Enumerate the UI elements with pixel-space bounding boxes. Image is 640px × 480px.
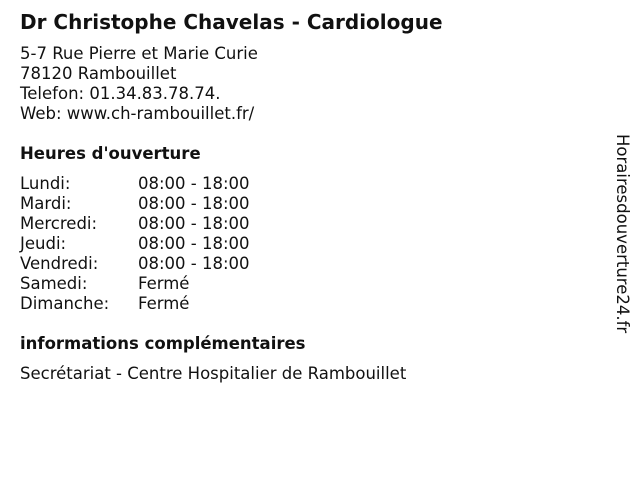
- hours-time: 08:00 - 18:00: [138, 214, 250, 233]
- hours-row-tuesday: [20, 194, 250, 214]
- watermark-text: Horairesdouverture24.fr: [613, 134, 632, 334]
- address-street: 5-7 Rue Pierre et Marie Curie: [20, 44, 258, 63]
- info-heading: informations complémentaires: [20, 334, 306, 353]
- page-title: Dr Christophe Chavelas - Cardiologue: [20, 10, 443, 34]
- hours-time: 08:00 - 18:00: [138, 254, 250, 273]
- info-text: Secrétariat - Centre Hospitalier de Rambouillet: [20, 364, 407, 383]
- address-block: [20, 44, 258, 124]
- address-phone: Telefon: 01.34.83.78.74.: [20, 84, 221, 103]
- hours-day: Samedi:: [20, 274, 88, 293]
- hours-day: Mardi:: [20, 194, 72, 213]
- hours-row-saturday: [20, 274, 250, 294]
- hours-table: [20, 174, 250, 314]
- hours-row-monday: [20, 174, 250, 194]
- hours-day: Dimanche:: [20, 294, 110, 313]
- hours-heading: Heures d'ouverture: [20, 144, 201, 163]
- hours-row-sunday: [20, 294, 250, 314]
- address-web: Web: www.ch-rambouillet.fr/: [20, 104, 255, 123]
- hours-time: Fermé: [138, 294, 190, 313]
- hours-time: 08:00 - 18:00: [138, 234, 250, 253]
- hours-day: Lundi:: [20, 174, 71, 193]
- hours-time: 08:00 - 18:00: [138, 194, 250, 213]
- watermark: [602, 134, 640, 344]
- hours-row-thursday: [20, 234, 250, 254]
- hours-row-wednesday: [20, 214, 250, 234]
- hours-day: Vendredi:: [20, 254, 99, 273]
- hours-day: Mercredi:: [20, 214, 98, 233]
- hours-row-friday: [20, 254, 250, 274]
- address-city: 78120 Rambouillet: [20, 64, 177, 83]
- hours-day: Jeudi:: [20, 234, 67, 253]
- hours-time: Fermé: [138, 274, 190, 293]
- hours-time: 08:00 - 18:00: [138, 174, 250, 193]
